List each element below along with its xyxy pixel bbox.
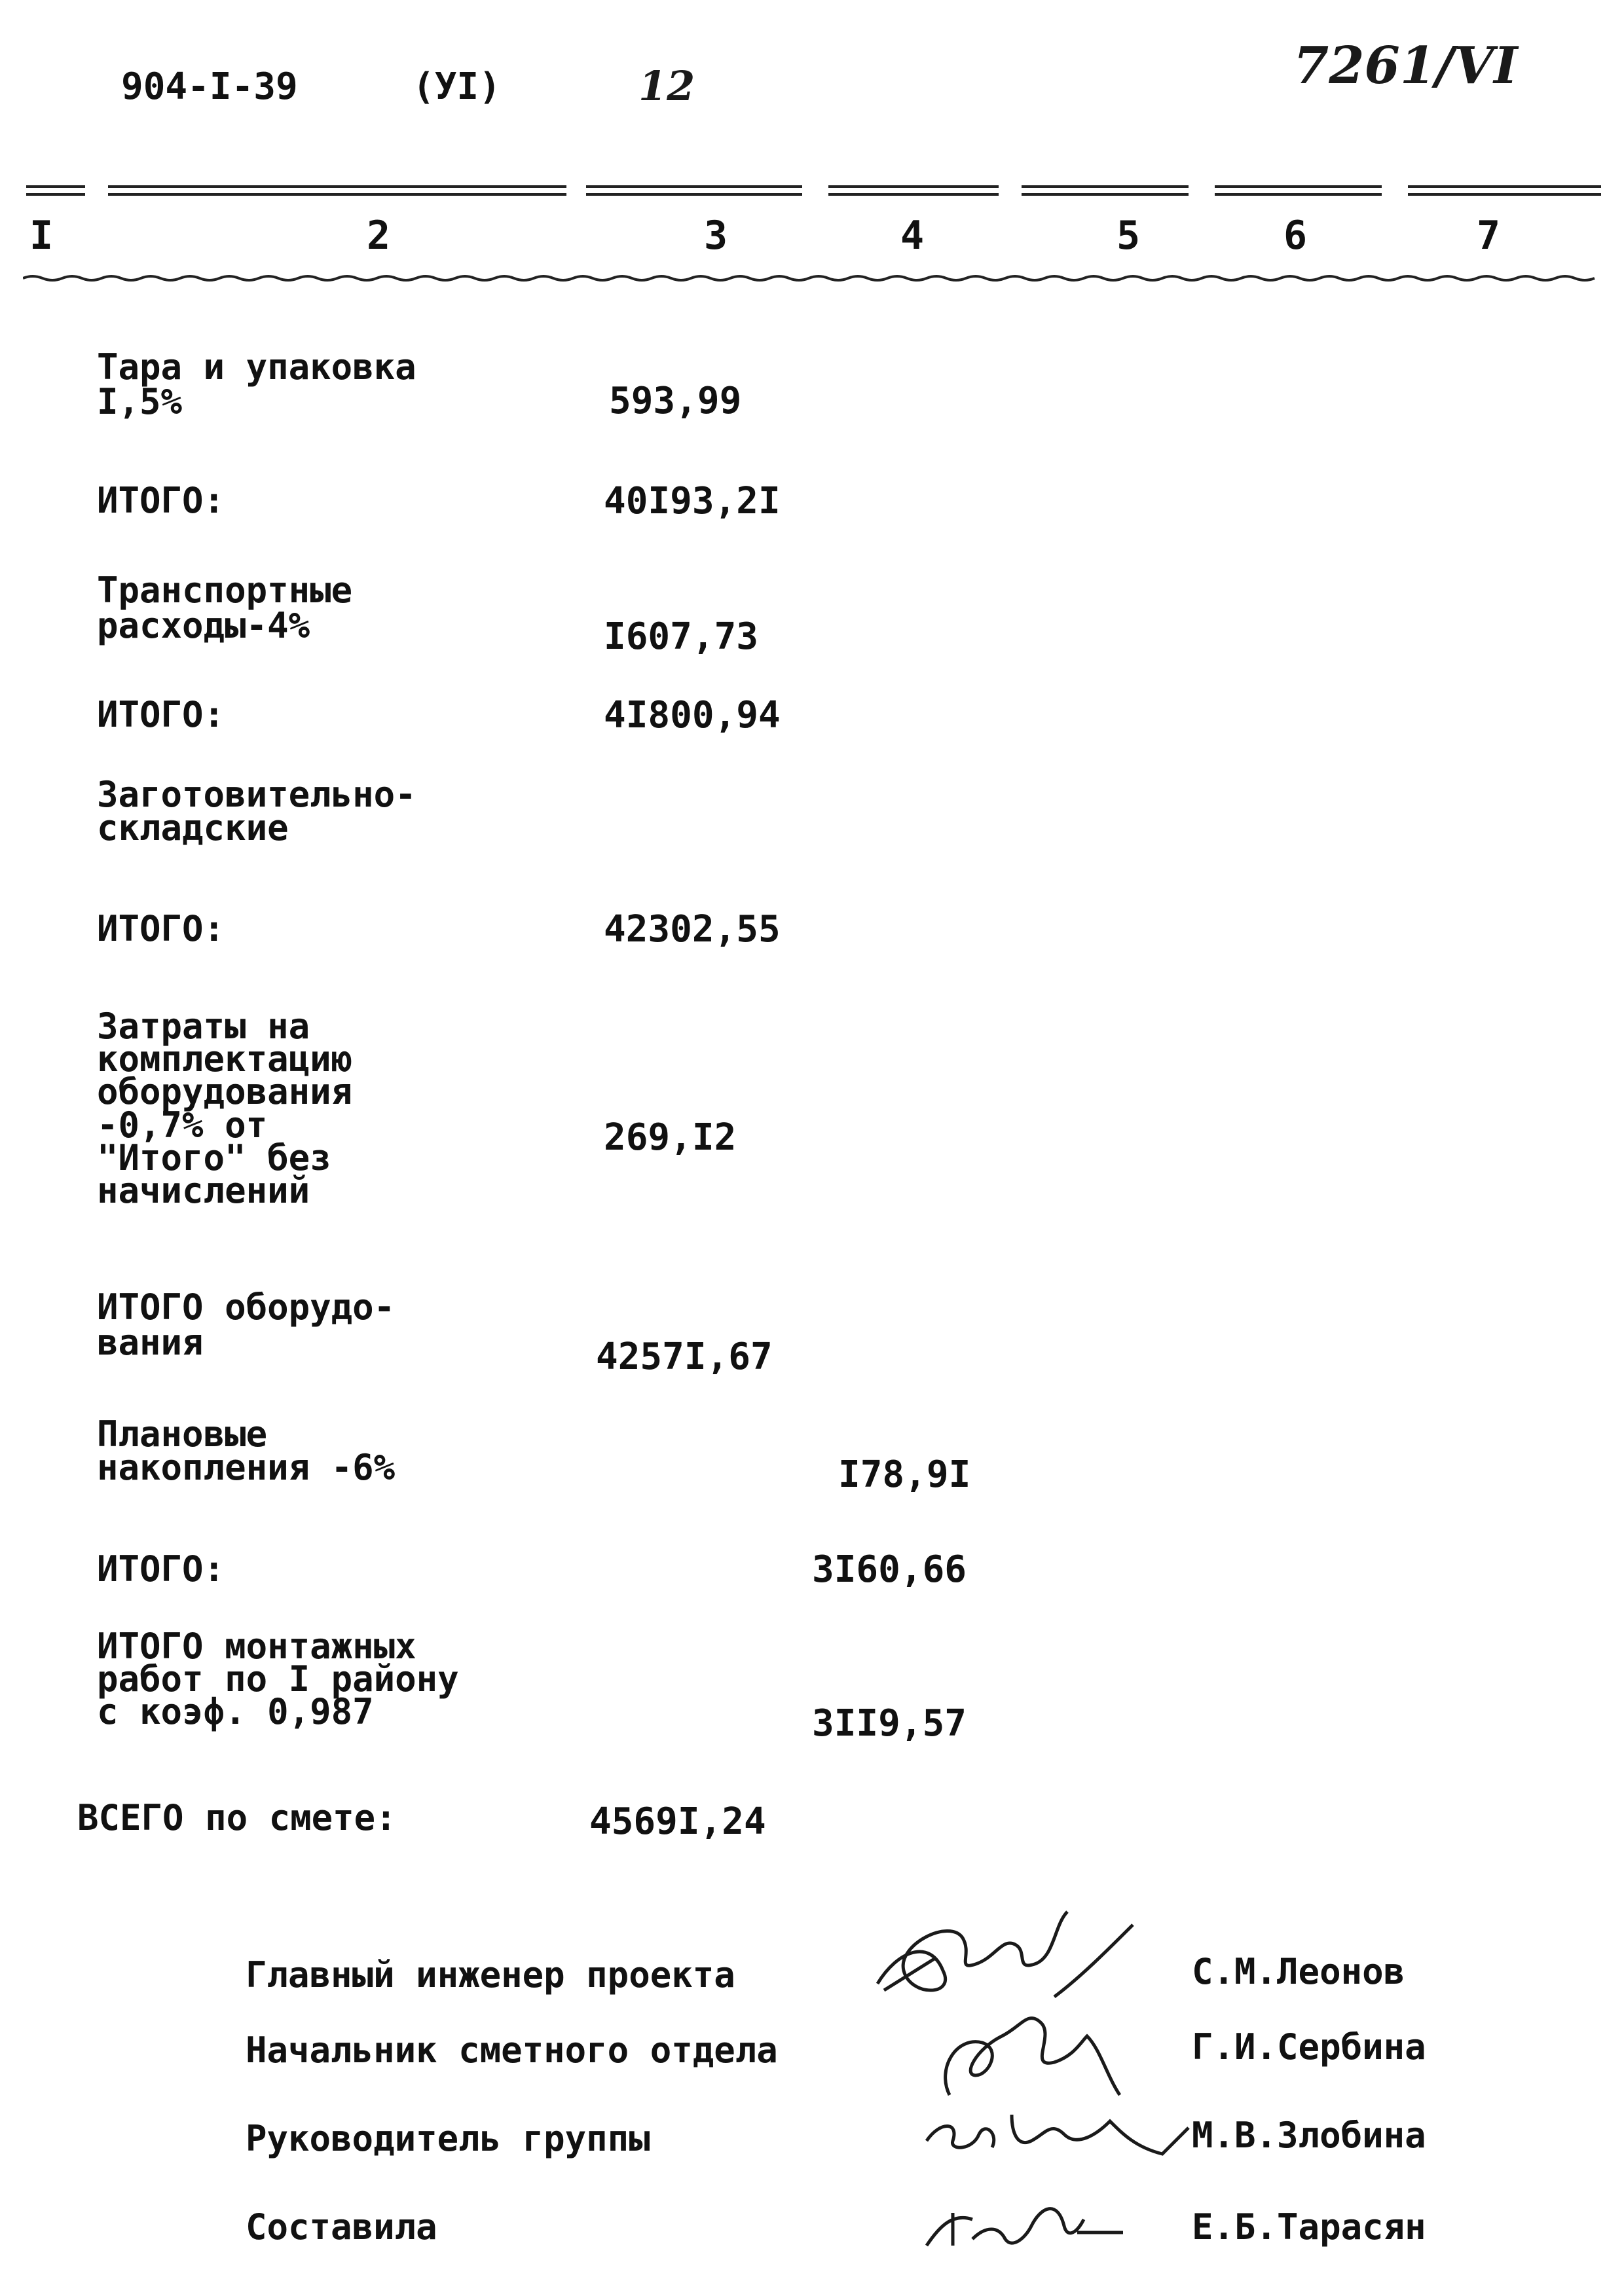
- row-label: ИТОГО:: [97, 1548, 225, 1590]
- row-value-col3: 4I800,94: [604, 694, 781, 737]
- document-code: 904-I-39: [121, 65, 298, 108]
- header-rule-4: [828, 185, 999, 196]
- row-value-col3: 4569I,24: [589, 1800, 766, 1843]
- row-label: ИТОГО:: [97, 908, 225, 949]
- row-value-col3: I607,73: [604, 615, 759, 658]
- header-rule-3: [586, 185, 802, 196]
- row-value-col3: 40I93,2I: [604, 480, 781, 522]
- row-value-col4: 3II9,57: [812, 1702, 967, 1745]
- row-label: Заготовительно- складские: [97, 774, 416, 849]
- header-rule-6: [1215, 185, 1382, 196]
- col-header-7: 7: [1477, 213, 1501, 259]
- row-label: Плановые накопления -6%: [97, 1413, 396, 1489]
- row-value-col4: I78,9I: [838, 1453, 971, 1496]
- header-rule-7: [1408, 185, 1601, 196]
- row-value-col3: 269,I2: [604, 1116, 737, 1159]
- handwritten-signature-tarasyan: [913, 2187, 1136, 2259]
- signature-name: М.В.Злобина: [1192, 2115, 1426, 2156]
- row-value-col3: 42302,55: [604, 908, 781, 951]
- col-header-4: 4: [900, 213, 925, 259]
- col-header-2: 2: [367, 213, 391, 259]
- row-label: Тара и упаковка I,5%: [97, 346, 416, 422]
- row-value-col4: 3I60,66: [812, 1548, 967, 1591]
- col-header-6: 6: [1283, 213, 1308, 259]
- signature-name: С.М.Леонов: [1192, 1951, 1405, 1992]
- signature-name: Е.Б.Тарасян: [1192, 2206, 1426, 2248]
- col-header-5: 5: [1116, 213, 1141, 259]
- signature-role: Начальник сметного отдела: [246, 2030, 778, 2071]
- archive-number: 7261/VI: [1293, 36, 1518, 96]
- row-value-col3: 593,99: [609, 380, 742, 422]
- header-rule-2: [108, 185, 566, 196]
- row-label: ИТОГО монтажных работ по I району с коэф. 0,987: [97, 1626, 459, 1733]
- header-rule-5: [1022, 185, 1189, 196]
- handwritten-signature-zlobina: [913, 2095, 1202, 2167]
- row-label: ИТОГО:: [97, 480, 225, 521]
- col-header-1: I: [29, 213, 54, 259]
- col-header-3: 3: [704, 213, 728, 259]
- row-label: ИТОГО:: [97, 694, 225, 735]
- row-value-col3: 4257I,67: [596, 1336, 773, 1378]
- signature-role: Главный инженер проекта: [246, 1954, 735, 1995]
- signature-role: Руководитель группы: [246, 2118, 650, 2159]
- row-label: ИТОГО оборудо- вания: [97, 1286, 396, 1363]
- page-number: 12: [638, 62, 695, 110]
- document-part: (УI): [413, 65, 501, 108]
- row-label: Затраты на комплектацию оборудования -0,7% от "Итого" без начислений: [97, 1006, 353, 1212]
- row-label: ВСЕГО по смете:: [77, 1797, 397, 1838]
- signature-name: Г.И.Сербина: [1192, 2026, 1426, 2068]
- header-bottom-rule: [23, 272, 1608, 285]
- signature-role: Составила: [246, 2206, 437, 2248]
- header-rule-1: [26, 185, 85, 196]
- row-label: Транспортные расходы-4%: [97, 570, 353, 646]
